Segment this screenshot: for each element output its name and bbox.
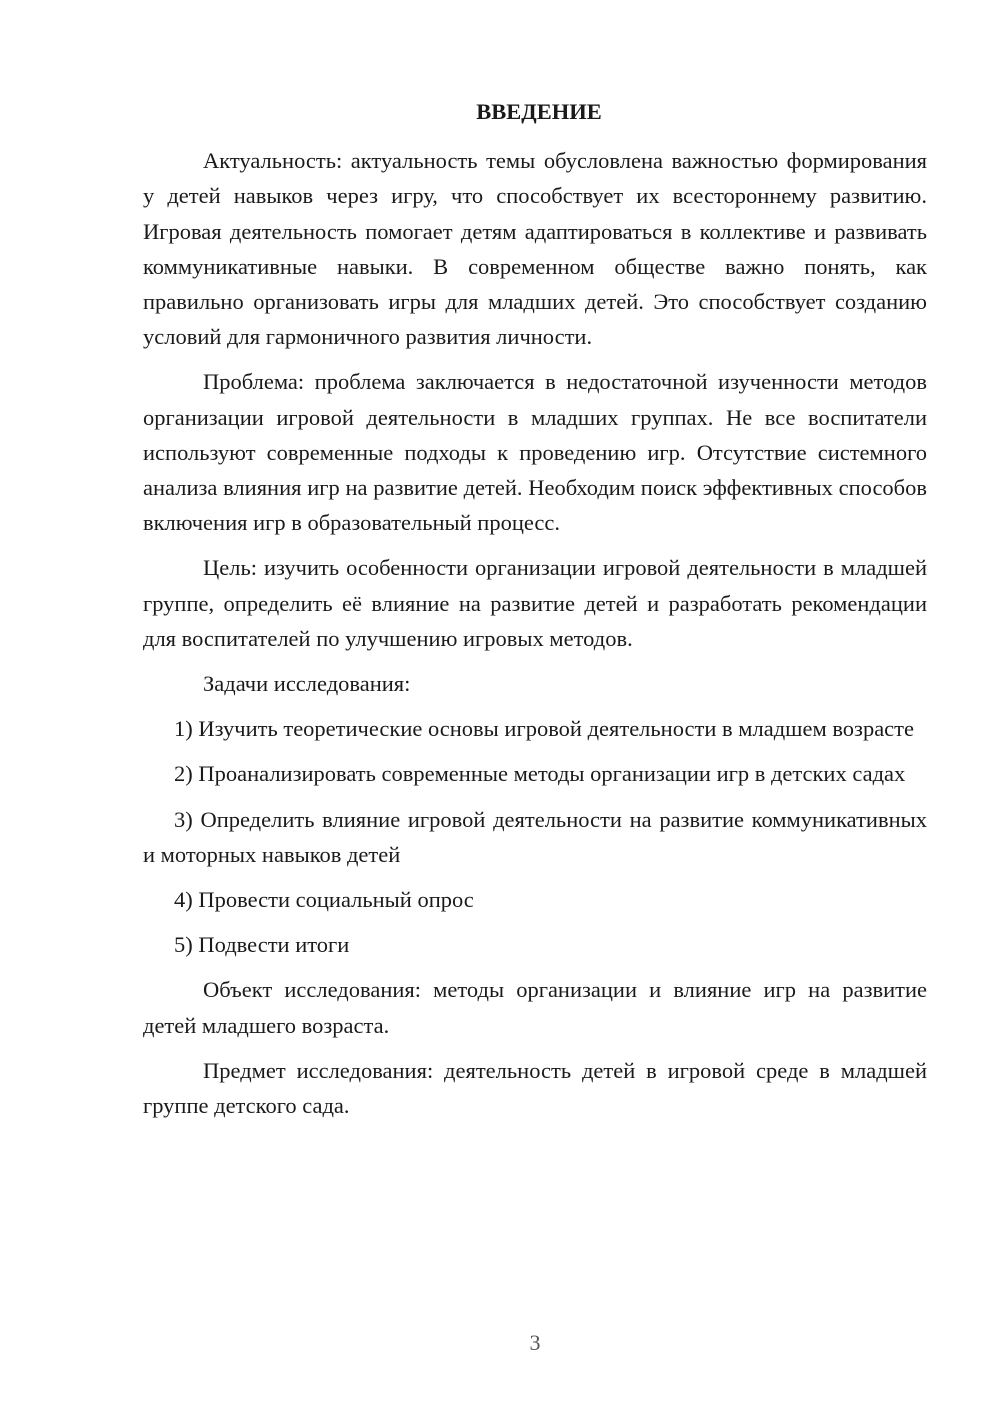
list-item: 2) Проанализировать современные методы организации игр в детских садах xyxy=(174,761,906,787)
page-number: 3 xyxy=(529,1330,541,1355)
relevance-paragraph: Актуальность: актуальность темы обусловлена важностью формирования у детей навыков через игру, что способствует их всестороннему развитию. Игровая деятельность помогает детям адаптироваться в коллективе и развивать коммуникативные навыки. В современном обществе важно понять, как правильно организовать игры для младших детей. Это способствует созданию условий для гармоничного развития личности. xyxy=(143,148,927,350)
list-item: 3) Определить влияние игровой деятельности на развитие коммуникативных и моторных навыков детей xyxy=(143,806,927,867)
tasks-list xyxy=(143,711,927,962)
list-item: 1) Изучить теоретические основы игровой деятельности в младшем возрасте xyxy=(174,716,914,742)
subject-paragraph: Предмет исследования: деятельность детей в игровой среде в младшей группе детского сада. xyxy=(143,1057,927,1119)
list-item: 4) Провести социальный опрос xyxy=(174,887,474,913)
page-heading: ВВЕДЕНИЕ xyxy=(476,99,602,124)
object-paragraph: Объект исследования: методы организации и влияние игр на развитие детей младшего возраста. xyxy=(143,977,927,1038)
problem-paragraph: Проблема: проблема заключается в недостаточной изученности методов организации игровой деятельности в младших группах. Не все воспитатели используют современные подходы к проведению игр. Отсутствие системного анализа влияния игр на развитие детей. Необходим поиск эффективных способов включения игр в образовательный процесс. xyxy=(143,369,927,536)
tasks-intro: Задачи исследования: xyxy=(203,671,411,697)
list-item: 5) Подвести итоги xyxy=(174,932,350,958)
goal-paragraph: Цель: изучить особенности организации игровой деятельности в младшей группе, определить её влияние на развитие детей и разработать рекомендации для воспитателей по улучшению игровых методов. xyxy=(143,555,927,651)
page-body xyxy=(143,94,927,1133)
